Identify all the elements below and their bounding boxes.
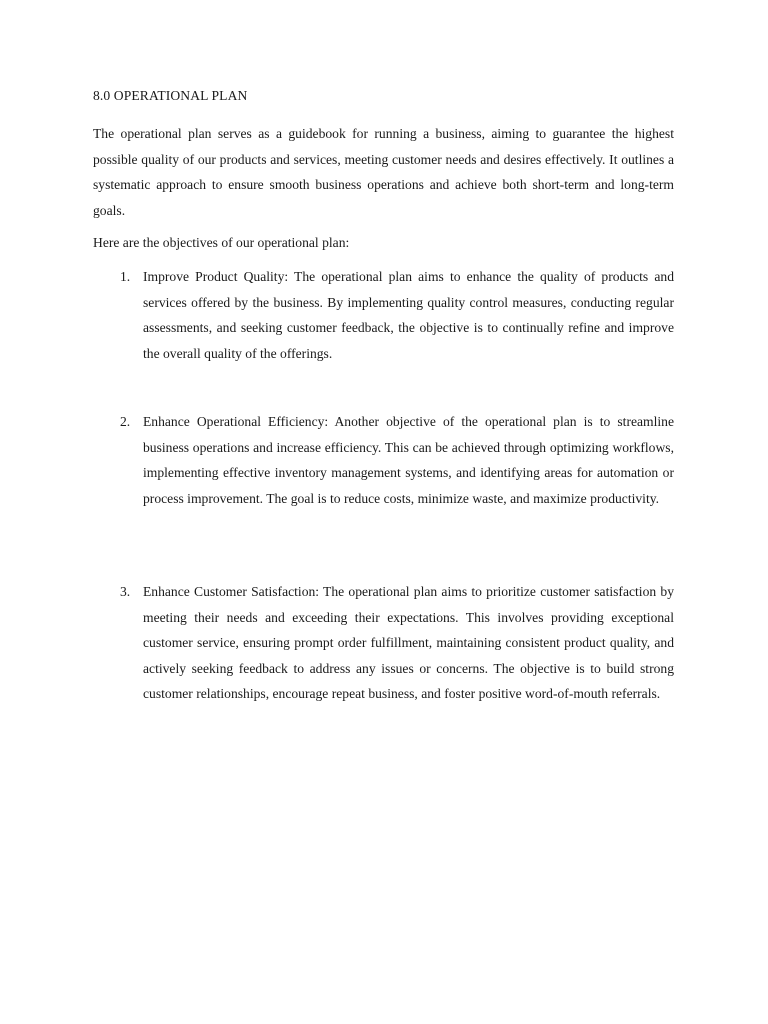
section-heading: 8.0 OPERATIONAL PLAN	[93, 88, 248, 103]
objective-number: 3.	[120, 584, 131, 599]
objectives-lead: Here are the objectives of our operational plan:	[93, 235, 350, 250]
intro-paragraph: The operational plan serves as a guidebook for running a business, aiming to guarantee the highest possible quality of our products and services, meeting customer needs and desires effectively. It outlines a systematic approach to ensure smooth business operations and achieve both short-term and long-term goals.	[93, 126, 674, 218]
objective-text: Enhance Customer Satisfaction: The operational plan aims to prioritize customer satisfaction by meeting their needs and exceeding their expectations. This involves providing exceptional customer service, ensuring prompt order fulfillment, maintaining consistent product quality, and actively seeking feedback to address any issues or concerns. The objective is to build strong customer relationships, encourage repeat business, and foster positive word-of-mouth referrals.	[143, 584, 674, 701]
objective-item-1	[93, 264, 674, 366]
objective-item-3	[93, 579, 674, 707]
objective-number: 2.	[120, 414, 131, 429]
objective-text: Enhance Operational Efficiency: Another objective of the operational plan is to streamline business operations and increase efficiency. This can be achieved through optimizing workflows, implementing effective inventory management systems, and identifying areas for automation or process improvement. The goal is to reduce costs, minimize waste, and maximize productivity.	[143, 414, 674, 506]
objective-item-2	[93, 409, 674, 511]
objective-number: 1.	[120, 269, 131, 284]
objective-text: Improve Product Quality: The operational plan aims to enhance the quality of products and services offered by the business. By implementing quality control measures, conducting regular assessments, and seeking customer feedback, the objective is to continually refine and improve the overall quality of the offerings.	[143, 269, 674, 361]
